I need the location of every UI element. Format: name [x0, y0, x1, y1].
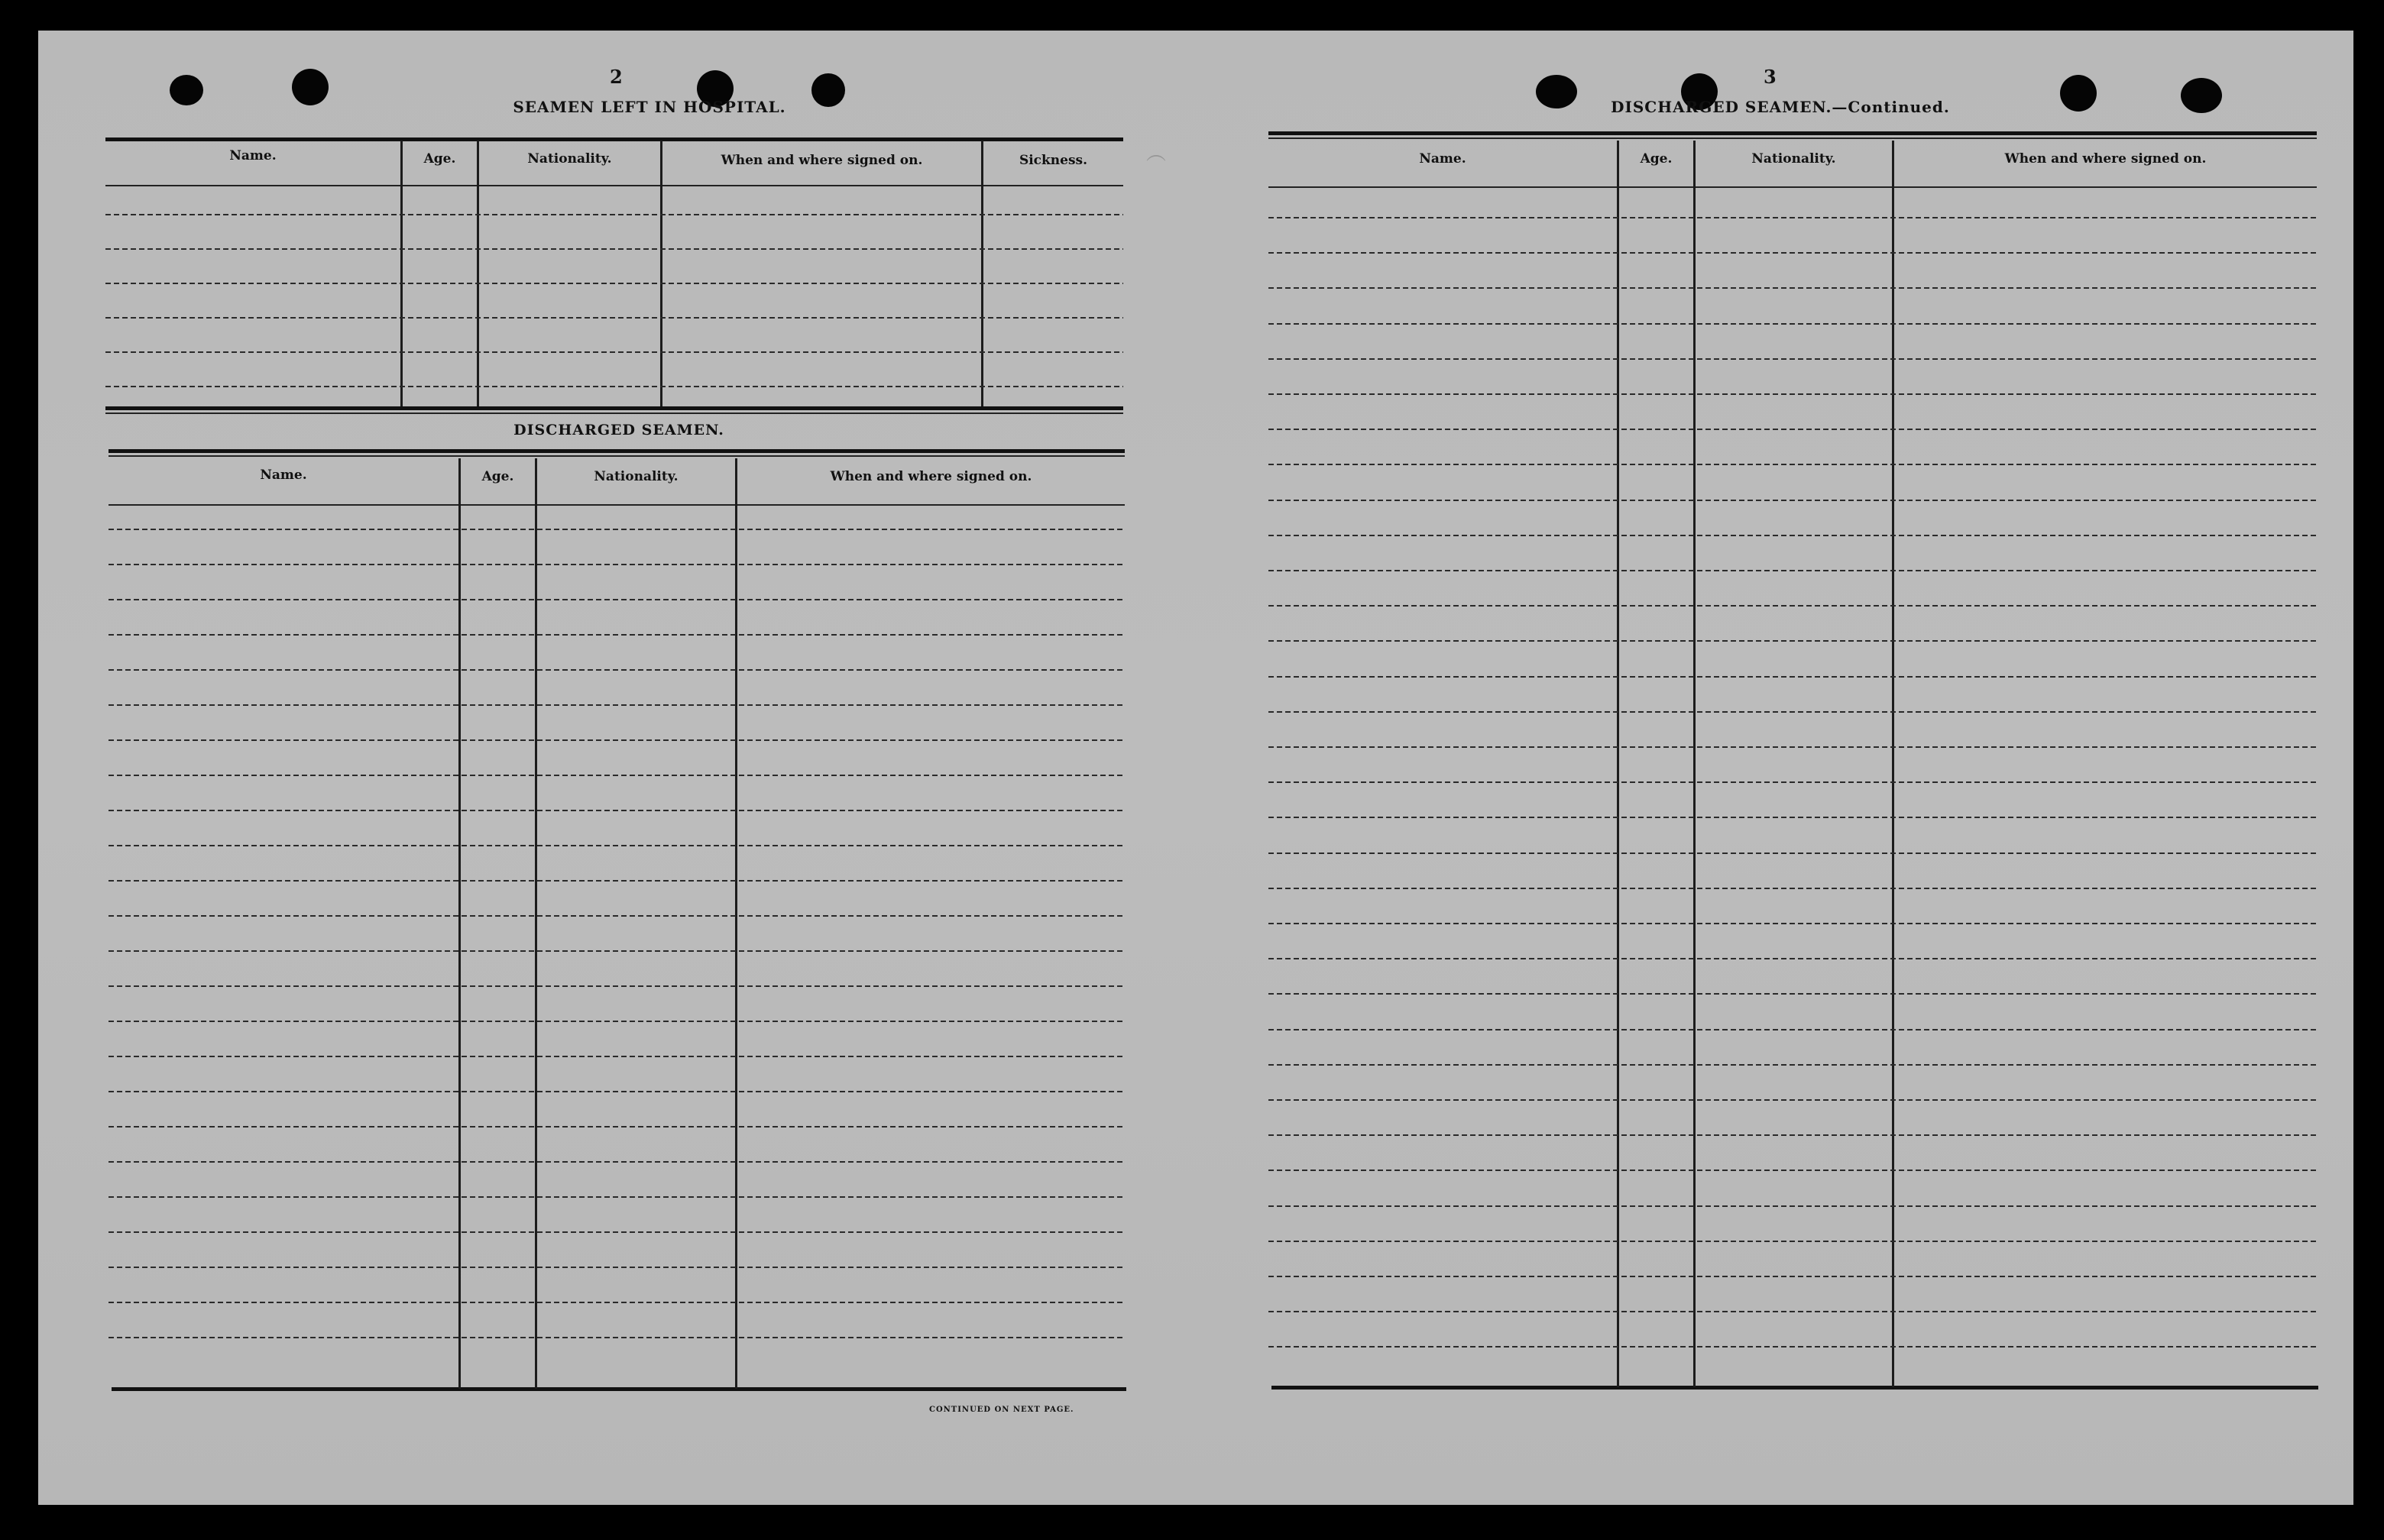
table-row-rule	[105, 317, 1123, 319]
continued-note: CONTINUED ON NEXT PAGE.	[929, 1406, 1074, 1414]
table-header-rule	[105, 185, 1123, 186]
manifest-paper	[38, 31, 2353, 1505]
table-row-rule	[1268, 993, 2317, 995]
table-row-rule	[109, 985, 1125, 987]
column-divider	[1693, 141, 1696, 1387]
table-row-rule	[109, 599, 1125, 600]
table-row-rule	[109, 880, 1125, 882]
table-row-rule	[1268, 323, 2317, 325]
table-row-rule	[1268, 1170, 2317, 1171]
table-row-rule	[109, 739, 1125, 741]
column-header-name: Name.	[1419, 151, 1466, 167]
column-divider	[981, 141, 983, 406]
table-top-rule	[105, 138, 1123, 141]
column-header-age: Age.	[423, 151, 456, 167]
table-bottom-rule	[1271, 1386, 2318, 1390]
table-row-rule	[1268, 1134, 2317, 1136]
table-row-rule	[109, 1267, 1125, 1268]
table-row-rule	[105, 248, 1123, 250]
table-row-rule	[109, 1161, 1125, 1163]
table-top-rule	[1268, 138, 2317, 139]
column-divider	[660, 141, 662, 406]
table-row-rule	[105, 214, 1123, 215]
column-divider	[1617, 141, 1619, 1387]
column-header-nationality: Nationality.	[1751, 151, 1836, 167]
table-row-rule	[105, 386, 1123, 387]
column-divider	[535, 458, 537, 1389]
column-divider	[735, 458, 737, 1389]
table-header-rule	[1268, 186, 2317, 188]
punch-hole	[292, 69, 329, 105]
table-row-rule	[109, 775, 1125, 776]
table-bottom-rule	[105, 406, 1123, 410]
column-divider	[477, 141, 479, 406]
table-row-rule	[1268, 958, 2317, 959]
section-title-hospital: SEAMEN LEFT IN HOSPITAL.	[513, 98, 786, 116]
table-row-rule	[1268, 746, 2317, 748]
table-row-rule	[109, 810, 1125, 811]
table-row-rule	[109, 1196, 1125, 1198]
table-row-rule	[1268, 464, 2317, 465]
section-title-discharged: DISCHARGED SEAMEN.	[513, 422, 724, 438]
table-row-rule	[1268, 1276, 2317, 1277]
table-row-rule	[105, 283, 1123, 284]
table-row-rule	[1268, 1205, 2317, 1207]
table-bottom-rule	[105, 412, 1123, 414]
table-row-rule	[1268, 535, 2317, 536]
table-row-rule	[1268, 358, 2317, 360]
column-header-nationality: Nationality.	[527, 151, 612, 167]
table-row-rule	[1268, 923, 2317, 924]
column-header-name: Name.	[229, 148, 277, 163]
table-row-rule	[1268, 1099, 2317, 1101]
page-number: 2	[610, 66, 623, 88]
table-row-rule	[1268, 1064, 2317, 1066]
punch-hole	[170, 75, 203, 105]
table-row-rule	[109, 1231, 1125, 1233]
page-number: 3	[1764, 66, 1777, 88]
table-row-rule	[109, 915, 1125, 917]
table-row-rule	[1268, 429, 2317, 430]
table-row-rule	[109, 634, 1125, 636]
table-row-rule	[105, 351, 1123, 353]
table-top-rule	[1268, 131, 2317, 135]
column-header-signed-on: When and where signed on.	[721, 153, 923, 168]
table-row-rule	[1268, 570, 2317, 571]
table-row-rule	[1268, 1311, 2317, 1312]
column-header-name: Name.	[260, 467, 307, 483]
table-bottom-rule	[112, 1387, 1126, 1391]
table-row-rule	[109, 529, 1125, 530]
table-row-rule	[1268, 500, 2317, 501]
column-header-age: Age.	[481, 469, 514, 484]
table-row-rule	[1268, 888, 2317, 889]
table-row-rule	[109, 1337, 1125, 1338]
punch-hole	[2060, 75, 2097, 112]
table-row-rule	[1268, 711, 2317, 713]
column-header-signed-on: When and where signed on.	[830, 469, 1032, 484]
table-row-rule	[109, 950, 1125, 952]
column-header-sickness: Sickness.	[1019, 153, 1088, 168]
table-row-rule	[109, 1126, 1125, 1128]
column-divider	[1892, 141, 1894, 1387]
column-divider	[458, 458, 461, 1389]
table-header-rule	[109, 504, 1125, 506]
table-row-rule	[109, 1056, 1125, 1057]
table-row-rule	[109, 1091, 1125, 1092]
table-row-rule	[1268, 781, 2317, 783]
table-row-rule	[1268, 852, 2317, 854]
table-row-rule	[109, 845, 1125, 846]
column-header-nationality: Nationality.	[594, 469, 679, 484]
table-row-rule	[1268, 817, 2317, 818]
table-row-rule	[1268, 1241, 2317, 1242]
table-row-rule	[109, 564, 1125, 565]
table-row-rule	[1268, 605, 2317, 607]
table-row-rule	[109, 1021, 1125, 1022]
column-divider	[400, 141, 403, 406]
table-row-rule	[1268, 217, 2317, 218]
table-row-rule	[109, 669, 1125, 671]
table-top-rule	[109, 449, 1125, 453]
bleed-through-mark: ︵	[1146, 142, 1167, 165]
table-row-rule	[1268, 1346, 2317, 1348]
table-row-rule	[109, 1302, 1125, 1303]
table-row-rule	[1268, 287, 2317, 289]
table-row-rule	[1268, 676, 2317, 678]
table-row-rule	[109, 704, 1125, 706]
column-header-age: Age.	[1640, 151, 1673, 167]
table-top-rule	[109, 455, 1125, 457]
column-header-signed-on: When and where signed on.	[2004, 151, 2207, 167]
table-row-rule	[1268, 1029, 2317, 1030]
table-row-rule	[1268, 640, 2317, 642]
table-row-rule	[1268, 393, 2317, 395]
punch-hole	[2181, 78, 2222, 113]
table-row-rule	[1268, 252, 2317, 254]
section-title-discharged-continued: DISCHARGED SEAMEN.—Continued.	[1611, 98, 1950, 116]
